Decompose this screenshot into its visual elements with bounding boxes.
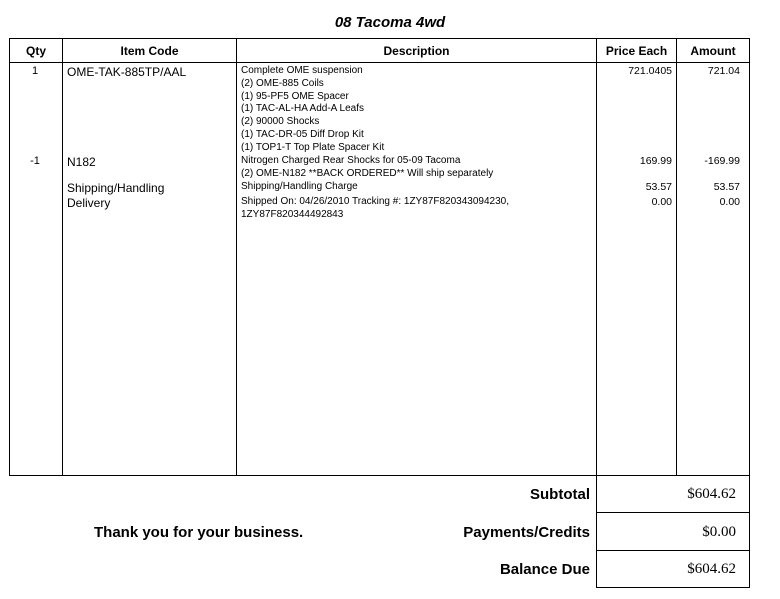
- desc-line: Shipping/Handling Charge: [241, 181, 358, 192]
- col-divider-desc: [596, 38, 597, 476]
- col-divider-price: [676, 38, 677, 476]
- row-description: [241, 181, 358, 194]
- table-border-left: [9, 38, 10, 476]
- desc-line: (1) TAC-AL-HA Add-A Leafs: [241, 103, 365, 115]
- header-qty: Qty: [25, 44, 46, 58]
- desc-line: (1) 95-PF5 OME Spacer: [241, 90, 349, 102]
- row-item-code: N182: [67, 155, 96, 169]
- row-description: [241, 65, 384, 155]
- row-qty: -1: [30, 155, 40, 167]
- summary-border-left: [596, 476, 597, 588]
- row-amount: 0.00: [719, 196, 740, 208]
- desc-line: (2) 90000 Shocks: [241, 116, 320, 128]
- desc-line: Complete OME suspension: [241, 65, 363, 76]
- header-description: Description: [383, 44, 450, 58]
- row-qty: 1: [31, 65, 39, 77]
- row-amount: -169.99: [704, 155, 740, 167]
- subtotal-label: Subtotal: [530, 486, 590, 503]
- row-price-each: 169.99: [639, 155, 672, 167]
- row-price-each: 721.0405: [628, 65, 672, 77]
- thank-you-message: Thank you for your business.: [94, 524, 304, 541]
- desc-line: (2) OME-N182 **BACK ORDERED** Will ship separately: [241, 167, 494, 179]
- desc-line: Nitrogen Charged Rear Shocks for 05-09 Tacoma: [241, 155, 461, 166]
- desc-line: (1) TOP1-T Top Plate Spacer Kit: [241, 141, 385, 153]
- summary-border-bottom: [596, 587, 750, 588]
- row-item-code: Shipping/Handling: [67, 181, 165, 195]
- row-item-code: Delivery: [67, 196, 111, 210]
- header-price-each: Price Each: [605, 44, 668, 58]
- row-price-each: 0.00: [651, 196, 672, 208]
- table-border-top: [9, 38, 750, 39]
- col-divider-qty: [62, 38, 63, 476]
- payments-credits-label: Payments/Credits: [463, 524, 590, 541]
- desc-line: 1ZY87F820344492843: [241, 208, 344, 220]
- header-amount: Amount: [690, 44, 736, 58]
- summary-divider-1: [596, 512, 750, 513]
- payments-credits-value: $0.00: [702, 524, 736, 540]
- balance-due-label: Balance Due: [499, 561, 590, 578]
- row-amount: 53.57: [713, 181, 740, 193]
- summary-divider-2: [596, 550, 750, 551]
- header-item-code: Item Code: [120, 44, 179, 58]
- summary-border-right: [749, 476, 750, 588]
- table-header-divider: [9, 62, 750, 63]
- table-border-bottom: [9, 475, 750, 476]
- row-amount: 721.04: [707, 65, 740, 77]
- subtotal-value: $604.62: [687, 486, 736, 502]
- row-price-each: 53.57: [645, 181, 672, 193]
- row-description: [241, 155, 493, 181]
- table-border-right: [749, 38, 750, 476]
- col-divider-code: [236, 38, 237, 476]
- desc-line: (2) OME-885 Coils: [241, 77, 324, 89]
- desc-line: Shipped On: 04/26/2010 Tracking #: 1ZY87F820343094230,: [241, 196, 509, 207]
- invoice-title: 08 Tacoma 4wd: [334, 14, 446, 31]
- row-description: [241, 196, 509, 222]
- balance-due-value: $604.62: [687, 561, 736, 577]
- row-item-code: OME-TAK-885TP/AAL: [67, 65, 187, 79]
- desc-line: (1) TAC-DR-05 Diff Drop Kit: [241, 128, 364, 140]
